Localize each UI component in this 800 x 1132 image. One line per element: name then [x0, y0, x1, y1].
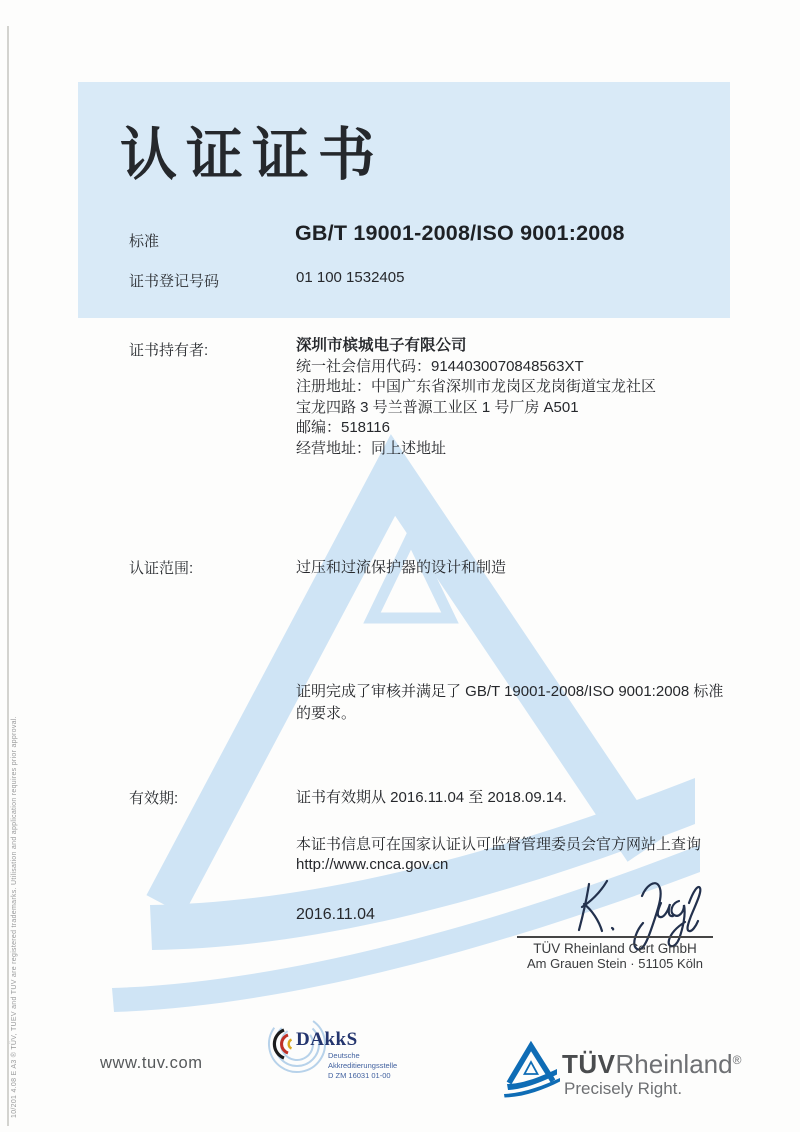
- registered-mark: ®: [732, 1053, 742, 1067]
- holder-label: 证书持有者:: [129, 342, 209, 359]
- holder-line: 邮编：518116: [296, 419, 390, 436]
- issuer-address: Am Grauen Stein · 51105 Köln: [526, 956, 704, 971]
- holder-line: 经营地址：同上述地址: [296, 439, 447, 457]
- holder-line: 注册地址：中国广东省深圳市龙岗区龙岗街道宝龙社区: [296, 378, 657, 395]
- validity-label: 有效期:: [129, 790, 179, 807]
- scope-value: 过压和过流保护器的设计和制造: [296, 559, 507, 576]
- brand-wordmark: [562, 1049, 741, 1080]
- audit-statement-line: 证明完成了审核并满足了 GB/T 19001-2008/ISO 9001:2008 标准: [296, 683, 724, 700]
- dakks-sub-line: Deutsche: [328, 1051, 360, 1060]
- issuer-org: TÜV Rheinland Cert GmbH: [533, 941, 697, 956]
- cnca-url: http://www.cnca.gov.cn: [296, 856, 449, 873]
- dakks-wordmark: DAkkS: [296, 1029, 358, 1050]
- audit-statement-line: 的要求。: [296, 705, 357, 722]
- brand-tuv: TÜV: [562, 1049, 616, 1079]
- brand-tagline: Precisely Right.: [564, 1079, 683, 1098]
- holder-name: 深圳市槟城电子有限公司: [296, 337, 467, 354]
- validity-value: 证书有效期从 2016.11.04 至 2018.09.14.: [296, 789, 567, 806]
- cnca-info-line: 本证书信息可在国家认证认可监督管理委员会官方网站上查询: [296, 836, 702, 853]
- brand-rheinland: Rheinland: [615, 1049, 733, 1079]
- issue-date: 2016.11.04: [296, 906, 375, 923]
- registration-label: 证书登记号码: [129, 273, 220, 290]
- standard-label: 标准: [129, 233, 160, 250]
- holder-line: 统一社会信用代码：9144030070848563XT: [296, 357, 584, 375]
- holder-line: 宝龙四路 3 号兰普源工业区 1 号厂房 A501: [296, 398, 579, 416]
- dakks-sub-line: Akkreditierungsstelle: [328, 1060, 398, 1070]
- registration-value: 01 100 1532405: [296, 269, 405, 286]
- standard-value: GB/T 19001-2008/ISO 9001:2008: [295, 221, 625, 245]
- scope-label: 认证范围:: [129, 560, 194, 577]
- dakks-sub-line: D ZM 16031 01-00: [328, 1070, 391, 1080]
- side-trademark-note: 10/201 4.08 E A3 ® TÜV, TUEV and TUV are registered trademarks. Utilisation and application requires prior approval.: [11, 716, 18, 1118]
- certificate-title: 认证证书: [120, 123, 384, 187]
- tuv-website: www.tuv.com: [100, 1054, 203, 1072]
